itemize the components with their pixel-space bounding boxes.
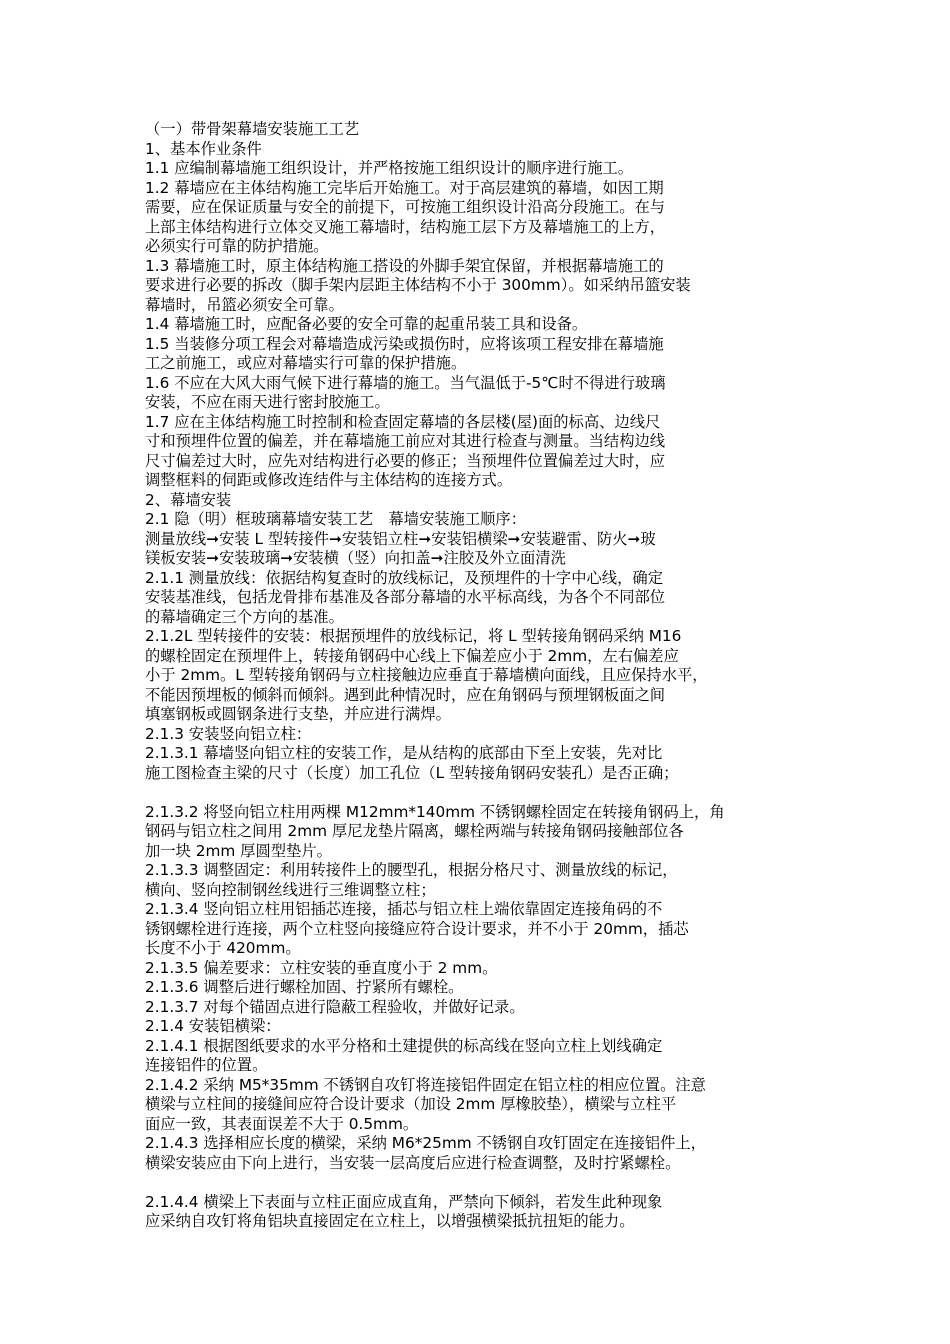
text-line: 2、幕墙安装 (145, 490, 232, 509)
text-line: 的螺栓固定在预埋件上，转接角钢码中心线上下偏差应小于 2mm，左右偏差应 (145, 646, 679, 665)
text-line: 2.1 隐（明）框玻璃幕墙安装工艺 幕墙安装施工顺序： (145, 510, 527, 528)
text-line: 必须实行可靠的防护措施。 (145, 237, 329, 255)
text-line: 测量放线➞安装 L 型转接件➞安装铝立柱➞安装铝横梁➞安装避雷、防火➞玻 (145, 529, 656, 548)
text-line: 尺寸偏差过大时，应先对结构进行必要的修正；当预埋件位置偏差过大时，应 (145, 451, 666, 470)
text-line: 2.1.4.2 采纳 M5*35mm 不锈钢自攻钉将连接铝件固定在铝立柱的相应位置。注意 (145, 1075, 706, 1094)
text-line: 2.1.3.3 调整固定：利用转接件上的腰型孔，根据分格尺寸、测量放线的标记， (145, 861, 678, 879)
text-line: 面应一致，其表面误差不大于 0.5mm。 (145, 1114, 419, 1133)
text-line: 长度不小于 420mm。 (145, 939, 301, 957)
text-line: 横梁与立柱间的接缝间应符合设计要求（加设 2mm 厚橡胶垫），横梁与立柱平 (145, 1095, 677, 1113)
text-line: 锈钢螺栓进行连接，两个立柱竖向接缝应符合设计要求，并不小于 20mm，插芯 (145, 919, 689, 938)
text-line: 2.1.2L 型转接件的安装：根据预埋件的放线标记，将 L 型转接角钢码采纳 M16 (145, 627, 682, 645)
text-line: （一）带骨架幕墙安装施工工艺 (145, 120, 360, 138)
text-line: 镁板安装➞安装玻璃➞安装横（竖）向扣盖➞注胶及外立面清洗 (145, 549, 566, 567)
text-line: 2.1.3.2 将竖向铝立柱用两棵 M12mm*140mm 不锈钢螺栓固定在转接角钢码上，角 (145, 802, 725, 821)
blank-line (145, 783, 835, 803)
text-line: 要求进行必要的拆改（脚手架内层距主体结构不小于 300mm）。如采纳吊篮安装 (145, 276, 691, 294)
text-line: 1.7 应在主体结构施工时控制和检查固定幕墙的各层楼(屋)面的标高、边线尺 (145, 412, 661, 431)
text-line: 1、基本作业条件 (145, 139, 262, 158)
text-line: 2.1.3.7 对每个锚固点进行隐蔽工程验收，并做好记录。 (145, 997, 525, 1016)
text-line: 安装，不应在雨天进行密封胶施工。 (145, 393, 390, 411)
text-line: 调整框料的伺距或修改连结件与主体结构的连接方式。 (145, 471, 513, 489)
text-line: 1.6 不应在大风大雨气候下进行幕墙的施工。当气温低于-5℃时不得进行玻璃 (145, 373, 666, 392)
text-line: 施工图检查主梁的尺寸（长度）加工孔位（L 型转接角钢码安装孔）是否正确； (145, 763, 679, 782)
text-line: 横梁安装应由下向上进行，当安装一层高度后应进行检查调整，及时拧紧螺栓。 (145, 1153, 681, 1172)
text-line: 2.1.4.1 根据图纸要求的水平分格和土建提供的标高线在竖向立柱上划线确定 (145, 1036, 663, 1055)
text-line: 2.1.3.4 竖向铝立柱用铝插芯连接，插芯与铝立柱上端依靠固定连接角码的不 (145, 900, 663, 918)
text-line: 横向、竖向控制钢丝线进行三维调整立柱； (145, 880, 436, 899)
text-line: 2.1.3 安装竖向铝立柱： (145, 724, 312, 743)
text-line: 2.1.3.1 幕墙竖向铝立柱的安装工作，是从结构的底部由下至上安装，先对比 (145, 744, 663, 762)
text-line: 1.4 幕墙施工时，应配备必要的安全可靠的起重吊装工具和设备。 (145, 315, 588, 333)
text-line: 不能因预埋板的倾斜而倾斜。遇到此种情况时，应在角钢码与预埋钢板面之间 (145, 685, 666, 704)
text-line: 连接铝件的位置。 (145, 1056, 268, 1074)
text-line: 1.5 当装修分项工程会对幕墙造成污染或损伤时，应将该项工程安排在幕墙施 (145, 334, 664, 353)
text-line: 2.1.4.4 横梁上下表面与立柱正面应成直角，严禁向下倾斜，若发生此种现象 (145, 1192, 663, 1211)
text-line: 1.2 幕墙应在主体结构施工完毕后开始施工。对于高层建筑的幕墙，如因工期 (145, 178, 664, 197)
text-line: 幕墙时，吊篮必须安全可靠。 (145, 295, 344, 314)
text-line: 2.1.1 测量放线：依据结构复查时的放线标记，及预埋件的十字中心线，确定 (145, 568, 663, 587)
text-line: 工之前施工，或应对幕墙实行可靠的保护措施。 (145, 354, 467, 372)
text-line: 需要，应在保证质量与安全的前提下，可按施工组织设计沿高分段施工。在与 (145, 198, 666, 216)
text-line: 寸和预埋件位置的偏差，并在幕墙施工前应对其进行检查与测量。当结构边线 (145, 432, 666, 450)
blank-line (145, 1173, 835, 1193)
text-line: 的幕墙确定三个方向的基准。 (145, 607, 344, 626)
text-line: 应采纳自攻钉将角铝块直接固定在立柱上，以增强横梁抵抗扭矩的能力。 (145, 1212, 635, 1230)
text-line: 1.1 应编制幕墙施工组织设计，并严格按施工组织设计的顺序进行施工。 (145, 159, 634, 177)
document-body (145, 120, 835, 1232)
text-line: 2.1.4.3 选择相应长度的横梁，采纳 M6*25mm 不锈钢自攻钉固定在连接铝件上， (145, 1134, 706, 1152)
text-line: 2.1.3.6 调整后进行螺栓加固、拧紧所有螺栓。 (145, 978, 464, 996)
text-line: 小于 2mm。L 型转接角钢码与立柱接触边应垂直于幕墙横向面线，且应保持水平， (145, 666, 708, 684)
text-line: 1.3 幕墙施工时，原主体结构施工搭设的外脚手架宜保留，并根据幕墙施工的 (145, 256, 664, 275)
text-line: 加一块 2mm 厚圆型垫片。 (145, 841, 332, 860)
text-line: 填塞钢板或圆钢条进行支垫，并应进行满焊。 (145, 705, 451, 723)
text-line: 2.1.3.5 偏差要求：立柱安装的垂直度小于 2 mm。 (145, 958, 498, 977)
text-line: 上部主体结构进行立体交叉施工幕墙时，结构施工层下方及幕墙施工的上方， (145, 217, 666, 236)
text-line: 安装基准线，包括龙骨排布基准及各部分幕墙的水平标高线，为各个不同部位 (145, 588, 666, 606)
text-line: 钢码与铝立柱之间用 2mm 厚尼龙垫片隔离，螺栓两端与转接角钢码接触部位各 (145, 822, 684, 840)
text-line: 2.1.4 安装铝横梁： (145, 1017, 281, 1035)
